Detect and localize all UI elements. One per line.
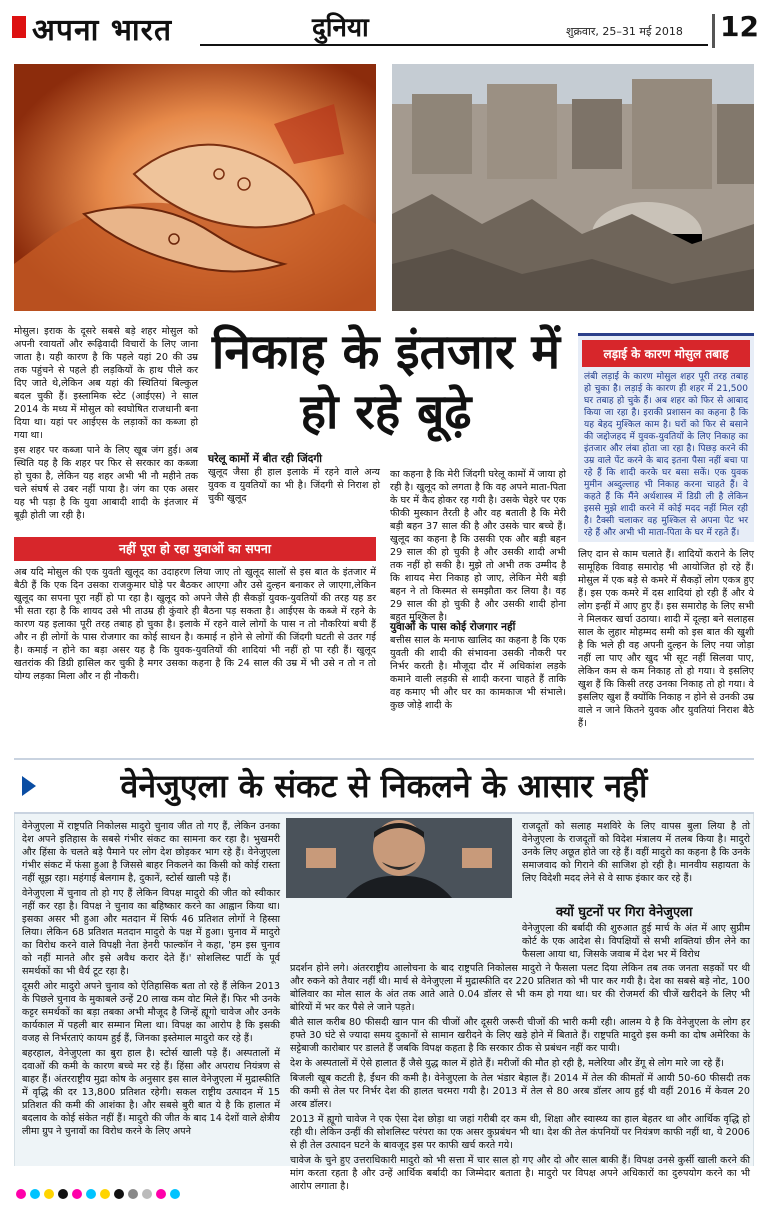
- story1-headline: निकाह के इंतजार में हो रहे बूढ़े: [211, 324, 561, 440]
- story1-subhead-household: घरेलू कामों में बीत रही जिंदगी: [208, 453, 322, 465]
- registration-dot: [156, 1189, 166, 1199]
- story2-column-wide: [290, 962, 750, 1195]
- registration-dot: [170, 1189, 180, 1199]
- story1-paragraph: खुलूद जैसा ही हाल इलाके में रहने वाले अन्य युवक व युवतियों का भी है। जिंदगी से निराश हो चुकी खुलूद: [208, 467, 380, 504]
- story2-headline: वेनेजुएला के संकट से निकलने के आसार नहीं: [120, 767, 648, 805]
- story1-paragraph: इस शहर पर कब्जा पाने के लिए खूब जंग हुई। अब स्थिति यह है कि शहर पर फिर से सरकार का कब्जा हो चुका है, लेकिन यह शहर अभी भी नौ महीने तक चले संघर्ष से उबर नहीं पाया है। जंग का एक असर यह भी पड़ा है कि युवा आबादी शादी के इंतजार में बूढ़ी होती जा रही है।: [14, 445, 198, 521]
- registration-dot: [128, 1189, 138, 1199]
- sidebar-box: [578, 333, 754, 542]
- story1-paragraph: लिए दान से काम चलाते हैं। शादियों कराने के लिए सामूहिक विवाह समारोह भी आयोजित हो रहे हैं। मोसुल में एक बड़े से कमरे में सैकड़ों लोग एकत्र हुए हैं। इस एक कमरे में दस शादियां हो रही हैं और ये लोग इन्हीं में आए हुए हैं। इस समारोह के लिए सभी ने मिलकर खर्चा उठाया। शादी में दूल्हा बने सलाहस साल के लुहार मोहम्मद समी को इस बात की खुशी है कि भले ही वह अपनी दुल्हन के लिए नया जोड़ा नहीं ला पाए और खुद भी सूट नहीं सिलवा पाए, लेकिन कम से कम निकाह तो हो गया। वे इसलिए खुश हैं कि किसी तरह उनका निकाह तो हो गया। वे इसलिए खुश हैं क्योंकि निकाह न होने से उनकी उम्र वाले न जाने कितने युवक और युवतियां निराश बैठे हैं।: [578, 549, 754, 729]
- registration-dot: [44, 1189, 54, 1199]
- story1-subhead-jobs: युवाओं के पास कोई रोजगार नहीं: [390, 621, 516, 633]
- registration-dot: [86, 1189, 96, 1199]
- story2-column-right-top: [522, 820, 750, 887]
- maduro-photo: [286, 818, 512, 898]
- registration-dot: [142, 1189, 152, 1199]
- story1-paragraph: बत्तीस साल के मनाफ खालिद का कहना है कि एक युवती की शादी की संभावना उसकी नौकरी पर निर्भर करती है। मौजूदा दौर में अधिकांश लड़के कमाने वाली लड़की से शादी करना चाहते हैं ताकि वह कमाए भी और घर का कामकाज भी संभाले। कुछ जोड़े शादी के: [390, 635, 566, 711]
- newspaper-logo: अपना भारत: [32, 13, 173, 48]
- story2-paragraph: वेनेजुएला में राष्ट्रपति निकोलस मादुरो चुनाव जीत तो गए हैं, लेकिन उनका देश अपने इतिहास के सबसे गंभीर संकट का सामना कर रहा है। भुखमरी और हिंसा के चलते बड़े पैमाने पर लोग देश छोड़कर भाग रहे हैं। वेनेजुएला गंभीर संकट में फंसा हुआ है जिससे बाहर निकलने का किसी को कोई रास्ता नहीं सूझ रहा। महंगाई बेलगाम है, दुकानें, स्टोर्स खाली पड़े हैं।: [22, 821, 280, 884]
- story2-paragraph: वेनेजुएला में चुनाव तो हो गए हैं लेकिन विपक्ष मादुरो की जीत को स्वीकार नहीं कर रहा है। विपक्ष ने चुनाव का बहिष्कार करने का आह्वान किया था। इसका असर भी हुआ और मतदान में सिर्फ 46 प्रतिशत लोगों ने हिस्सा लिया। लेकिन 68 प्रतिशत मतदान मादुरो के पक्ष में हुआ। चुनाव में मादुरो का विरोध करने वाले विपक्षी नेता हेनरी फाल्कॉन ने कहा, 'हम इस चुनाव को नहीं मानते और इसे अवैध करार देते हैं।' सोशलिस्ट पार्टी के पूर्व समर्थकों का भी धैर्य टूट रहा है।: [22, 888, 280, 977]
- registration-dot: [16, 1189, 26, 1199]
- logo-mark: [12, 16, 26, 38]
- story1-column-4: [578, 548, 754, 732]
- story2-paragraph: दूसरी ओर मादुरो अपने चुनाव को ऐतिहासिक बता तो रहे हैं लेकिन 2013 के पिछले चुनाव के मुकाबले उन्हें 20 लाख कम वोट मिले हैं। फिर भी उनके कट्टर समर्थकों का बड़ा तबका अभी मौजूद है जिन्हें ह्यूगो चावेज और उनके कार्यकाल में पहली बार सम्मान मिला था। विपक्ष का आरोप है कि इसकी वजह से निर्भरताएं कायम हुई हैं, जिनका इस्तेमाल मादुरो कर रहे हैं।: [22, 981, 280, 1044]
- story2-paragraph: चावेज के चुने हुए उत्तराधिकारी मादुरो को भी सत्ता में चार साल हो गए और दो और साल बाकी हैं। विपक्ष उनसे कुर्सी खाली करने की मांग करता रहता है और उन्हें आर्थिक बर्बादी का जिम्मेदार बताता है। मादुरो पर विपक्ष अपने अधिकारों का दुरुपयोग करने का भी आरोप लगाता है।: [290, 1155, 750, 1192]
- story2-paragraph: 2013 में ह्यूगो चावेज ने एक ऐसा देश छोड़ा था जहां गरीबी दर कम थी, शिक्षा और स्वास्थ्य का हाल बेहतर था और आर्थिक वृद्धि हो रही थी। लेकिन उन्हीं की सोशलिस्ट परंपरा का एक असर कुप्रबंधन भी था। देश की तेल कंपनियों पर नियंत्रण काफी नहीं था, ये 2006 से ही तेल उत्पादन घटने के बावजूद इस पर काफी खर्च करते गये।: [290, 1114, 750, 1151]
- story1-red-band: नहीं पूरा हो रहा युवाओं का सपना: [14, 537, 376, 561]
- registration-dot: [58, 1189, 68, 1199]
- story1-paragraph: अब यदि मोसुल की एक युवती खुलूद का उदाहरण लिया जाए तो खुलूद सालों से इस बात के इंतजार में बैठी हैं कि एक दिन उसका राजकुमार घोड़े पर बैठकर आएगा और उसे दुल्हन बनाकर ले जाएगा,लेकिन खुलूद का सपना पूरा नहीं हो पा रहा है। खुलूद को अपने जैसे ही सैकड़ों युवक-युवतियों की तरह यह डर भी सता रहा है कि शायद उसे भी ताउम्र ही कुंवारे ही बैठना पड़ सकता है। आईएस के कब्जे में रहने के कारण यह इलाका पूरी तरह तबाह हो चुका है। इलाके में रहने वाले लोगों के पास न तो नौकरियां बची हैं और न ही लोगों के पास रोजगार का कोई साधन है। कमाई न होने से लोगों की जिंदगी घटती से उतर गई है। कमाई न होने का बड़ा असर यह है कि युवक-युवतियों की शादियां भी नहीं हो पा रही हैं। खुलूद खतरांक की डिग्री हासिल कर चुकी है मगर उसका कहना है कि 24 साल की उम्र में भी उसे न तो न तो योग्य लड़का मिला और न ही नौकरी।: [14, 567, 376, 682]
- registration-dot: [72, 1189, 82, 1199]
- story2-subhead: क्यों घुटनों पर गिरा वेनेजुएला: [556, 905, 693, 920]
- story2-paragraph: बहरहाल, वेनेजुएला का बुरा हाल है। स्टोर्स खाली पड़े हैं। अस्पतालों में दवाओं की कमी के कारण बच्चे मर रहे हैं। हिंसा और अपराध नियंत्रण से बाहर हैं। अंतरराष्ट्रीय मुद्रा कोष के अनुसार इस साल वेनेजुएला में मुद्रास्फीति में वृद्धि की दर 13,800 प्रतिशत रहेगी। सकल राष्ट्रीय उत्पादन में 15 प्रतिशत की कमी की आशंका है। और सबसे बुरी बात ये है कि हालात में बदलाव के कोई संकेत नहीं हैं। मादुरो की जीत के बाद 14 देशों वाले क्षेत्रीय लीमा ग्रुप ने चुनावों का विरोध करने के लिए अपने: [22, 1048, 280, 1137]
- header-divider: [712, 14, 715, 48]
- page-number: 12: [720, 10, 759, 43]
- story1-column-3: [390, 468, 566, 626]
- story1-paragraph: मोसुल। इराक के दूसरे सबसे बड़े शहर मोसुल को अपनी रवायतों और रूढ़िवादी विचारों के लिए जाना जाता है। यही कारण है कि पहले यहां 20 की उम्र तक पहुंचने से पहले ही लड़कियों के हाथ पीले कर दिए जाते थे,लेकिन अब यहां की स्थितियां बिल्कुल बदल चुकी हैं। इस्लामिक स्टेट (आईएस) ने साल 2014 के मध्य में मोसुल को स्वघोषित राजधानी बना दिया था। यहां पर आईएस के लड़ाकों का कब्जा हो गया था।: [14, 326, 198, 441]
- sidebar-text: लंबी लड़ाई के कारण मोसुल शहर पूरी तरह तबाह हो चुका है। लड़ाई के कारण ही शहर में 21,500 घर तबाह हो चुके हैं। अब शहर को फिर से आबाद किया जा रहा है। इराकी प्रशासन का कहना है कि यह बेहद मुश्किल काम है। घरों को फिर से बसाने की जद्दोजहद में युवक-युवतियों के लिए निकाह का इंतजार और लंबा होता जा रहा है। पिछड़ करने की उम्र वाले पेंट करने के बाद इतना पैसा नहीं बचा पा रहे हैं कि शादी करके घर बसा सकें। एक युवक मुमीन अब्दुल्लाह भी निकाह करना चाहते हैं। वे कहते हैं कि मैंने अर्थशास्त्र में डिग्री ली है लेकिन इससे मुझे शादी करने में कोई मदद नहीं मिल रही है। टैक्सी चलाकर वह मुश्किल से अपना पेट भर रहे हैं और अभी भी माता-पिता के घर में रहते हैं।: [584, 372, 748, 538]
- ruined-city-illustration: [392, 64, 754, 311]
- story1-paragraph: का कहना है कि मेरी जिंदगी घरेलू कामों में जाया हो रही है। खुलूद को लगता है कि वह अपने माता-पिता के घर में कैद होकर रह गयी है। उसके चेहरे पर एक फीकी मुस्कान तैरती है और वह बताती है कि मेरी बड़ी बहन 37 साल की है और उसके चार बच्चे हैं। खुलूद का कहना है कि उसकी एक और बड़ी बहन 29 साल की हो चुकी है और उसकी शादी अभी तक नहीं हो सकी है। मुझे तो अभी तक उम्मीद है कि शायद मेरा निकाह हो जाए, लेकिन मेरी बड़ी बहन ने तो किस्मत से समझौता कर लिया है। वह 29 साल की हो चुकी है और उसकी शादी होना बहुत मुश्किल है।: [390, 469, 566, 623]
- story2-paragraph: बीते साल करीब 80 फीसदी खान पान की चीजों और दूसरी जरूरी चीजों की भारी कमी रही। आलम ये है कि वेनेजुएला के लोग हर हफ्ते 30 घंटे से ज्यादा समय दुकानों से सामान खरीदने के लिए खड़े होने में बिताते हैं। राष्ट्रपति मादुरो इस कमी का दोष अमेरिका के सट्टेबाजी कारोबार पर डालते हैं जबकि विपक्ष कहता है कि सरकार ठीक से प्रबंधन नहीं कर पायी।: [290, 1017, 750, 1054]
- registration-marks: [14, 1184, 754, 1198]
- header-rule: [200, 44, 708, 46]
- story2-column-left: [22, 820, 280, 1140]
- story1-column-3b: [390, 634, 566, 714]
- story2-paragraph: देश के अस्पतालों में ऐसे हालात हैं जैसे युद्ध काल में होते हैं। मरीजों की मौत हो रही है, मलेरिया और डेंगू से लोग मारे जा रहे हैं।: [290, 1058, 725, 1069]
- registration-dot: [114, 1189, 124, 1199]
- wedding-hands-illustration: [14, 64, 376, 311]
- story2-paragraph: प्रदर्शन होने लगे। अंतरराष्ट्रीय आलोचना के बाद राष्ट्रपति निकोलस मादुरो ने फैसला पलट दिया लेकिन तब तक जनता सड़कों पर थी और रुकने को तैयार नहीं थी। मार्च से वेनेजुएला में मुद्रास्फीति दर 220 प्रतिशत को भी पार कर गयी है। देश का सबसे बड़े नोट, 100 बोलिवार का मोल साल के अंत तक आते आते 0.04 डॉलर से भी कम हो गया था। घर की रोजमर्रा की चीजें खरीदने के लिए भी बोरियों में भर कर पैसे ले जाने पड़ते।: [290, 963, 750, 1013]
- story2-paragraph: राजदूतों को सलाह मशविरे के लिए वापस बुला लिया है तो वेनेजुएला के राजदूतों को विदेश मंत्रालय में तलब किया है। मादुरो उनके लिए अछूत होते जा रहे हैं। वहीं मादुरो का कहना है कि उनके समाजवाद को गिराने की साजिश हो रही है। मानवीय सहायता के लिए विदेशी मदद लेने से वे साफ इंकार कर रहे हैं।: [522, 821, 750, 884]
- story2-paragraph: वेनेजुएला की बर्बादी की शुरुआत हुई मार्च के अंत में आए सुप्रीम कोर्ट के एक आदेश से। विपक्षियों से सभी शक्तियां छीन लेने का फैसला आया था, जिसके जवाब में देश भर में विरोध: [522, 923, 750, 960]
- issue-date: शुक्रवार, 25–31 मई 2018: [566, 25, 683, 38]
- section-title: दुनिया: [312, 13, 369, 43]
- story1-column-1: [14, 325, 198, 524]
- story1-band-text: [14, 566, 376, 685]
- sidebar-title: लड़ाई के कारण मोसुल तबाह: [582, 340, 750, 367]
- registration-dot: [30, 1189, 40, 1199]
- page-header: [0, 0, 768, 56]
- story1-column-2: [208, 466, 380, 507]
- wedding-hands-photo: [14, 64, 376, 311]
- story2-paragraph: बिजली खूब कटती है, ईंधन की कमी है। वेनेजुएला के तेल भंडार बेहाल हैं। 2014 में तेल की कीमतों में आयी 50-60 फीसदी तक की कमी से तेल पर निर्भर देश की हालत चरमरा गयी है। 2013 में तेल से 80 अरब डॉलर आय हुई थी वहीं 2016 में केवल 20 अरब डॉलर।: [290, 1073, 750, 1110]
- ruined-city-photo: [392, 64, 754, 311]
- registration-dot: [100, 1189, 110, 1199]
- maduro-illustration: [286, 818, 512, 898]
- story2-column-right-intro: [522, 922, 750, 963]
